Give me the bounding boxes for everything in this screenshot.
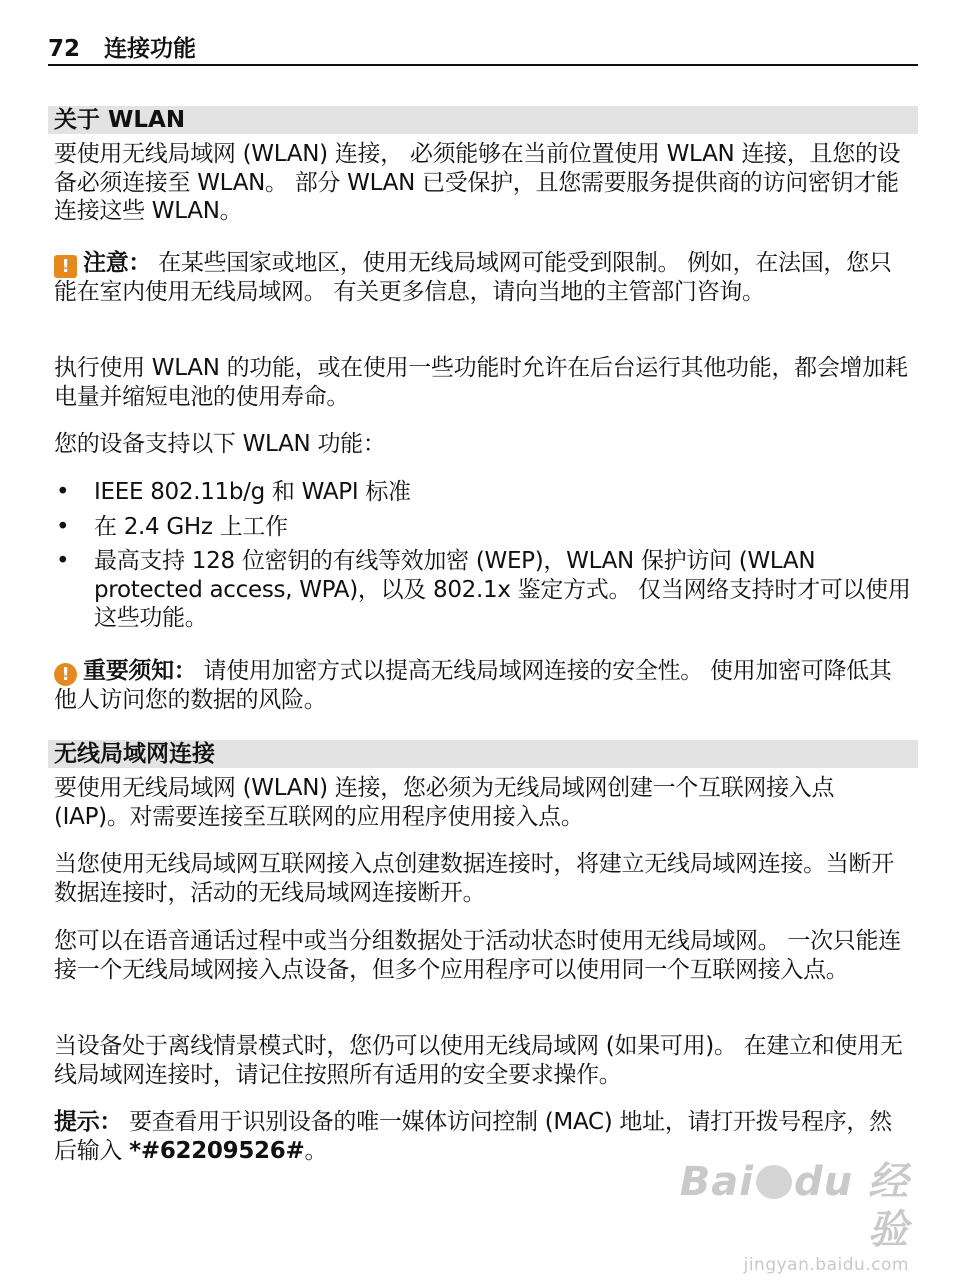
- connection-paragraph: 当您使用无线局域网互联网接入点创建数据连接时，将建立无线局域网连接。当断开数据连接时，活动的无线局域网连接断开。: [54, 851, 894, 906]
- list-item: • 在 2.4 GHz 上工作: [56, 513, 288, 540]
- tip-label: 提示：: [54, 1109, 123, 1135]
- power-paragraph: 执行使用 WLAN 的功能，或在使用一些功能时允许在后台运行其他功能，都会增加耗电量并缩短电池的使用寿命。: [54, 355, 908, 410]
- offline-paragraph: 当设备处于离线情景模式时，您仍可以使用无线局域网 (如果可用)。 在建立和使用无线局域网连接时，请记住按照所有适用的安全要求操作。: [54, 1033, 903, 1088]
- important-label: 重要须知：: [83, 658, 197, 684]
- voice-call-paragraph: 您可以在语音通话过程中或当分组数据处于活动状态时使用无线局域网。 一次只能连接一个无线局域网接入点设备，但多个应用程序可以使用同一个互联网接入点。: [54, 928, 901, 983]
- list-item: • IEEE 802.11b/g 和 WAPI 标准: [56, 479, 411, 505]
- bullet-icon: •: [56, 513, 70, 540]
- bullet-icon: •: [56, 479, 70, 505]
- baidu-logo: Bai du 经验: [679, 1159, 909, 1253]
- important-paragraph: [54, 657, 912, 715]
- page-number: 72: [48, 36, 81, 62]
- bullet-icon: •: [56, 548, 70, 574]
- important-text: 请使用加密方式以提高无线局域网连接的安全性。 使用加密可降低其他人访问您的数据的风险。: [54, 658, 892, 713]
- feature-list: [54, 478, 912, 639]
- list-item: • 最高支持 128 位密钥的有线等效加密 (WEP)，WLAN 保护访问 (WLAN protected access, WPA)，以及 802.1x 鉴定方式。 仅当网络支持时才可以使用这些功能。: [56, 548, 911, 631]
- section-heading-about-wlan: 关于 WLAN: [48, 106, 918, 134]
- baidu-watermark: [649, 1158, 909, 1275]
- tip-paragraph: 提示： 要查看用于识别设备的唯一媒体访问控制 (MAC) 地址，请打开拨号程序，然后输入 *#62209526#。: [54, 1109, 892, 1164]
- iap-paragraph: 要使用无线局域网 (WLAN) 连接，您必须为无线局域网创建一个互联网接入点 (IAP)。对需要连接至互联网的应用程序使用接入点。: [54, 775, 835, 830]
- intro-paragraph: 要使用无线局域网 (WLAN) 连接， 必须能够在当前位置使用 WLAN 连接，且您的设备必须连接至 WLAN。 部分 WLAN 已受保护，且您需要服务提供商的访问密钥才能连接这些 WLAN。: [54, 141, 901, 224]
- paw-icon: [756, 1165, 792, 1199]
- watermark-url: jingyan.baidu.com: [743, 1255, 909, 1275]
- running-head: [48, 34, 918, 66]
- note-text: 在某些国家或地区，使用无线局域网可能受到限制。 例如，在法国，您只能在室内使用无线局域网。 有关更多信息，请向当地的主管部门咨询。: [54, 250, 892, 305]
- alert-icon: !: [54, 663, 77, 686]
- section-heading-wlan-connections: 无线局域网连接: [48, 740, 918, 768]
- note-label: 注意：: [83, 250, 152, 276]
- chapter-title: 连接功能: [104, 36, 196, 62]
- note-paragraph: [54, 249, 912, 307]
- warning-icon: !: [54, 255, 77, 278]
- mac-code: *#62209526#: [129, 1137, 305, 1164]
- support-lead: 您的设备支持以下 WLAN 功能：: [54, 431, 386, 457]
- tip-text: 要查看用于识别设备的唯一媒体访问控制 (MAC) 地址，请打开拨号程序，然后输入: [54, 1109, 892, 1164]
